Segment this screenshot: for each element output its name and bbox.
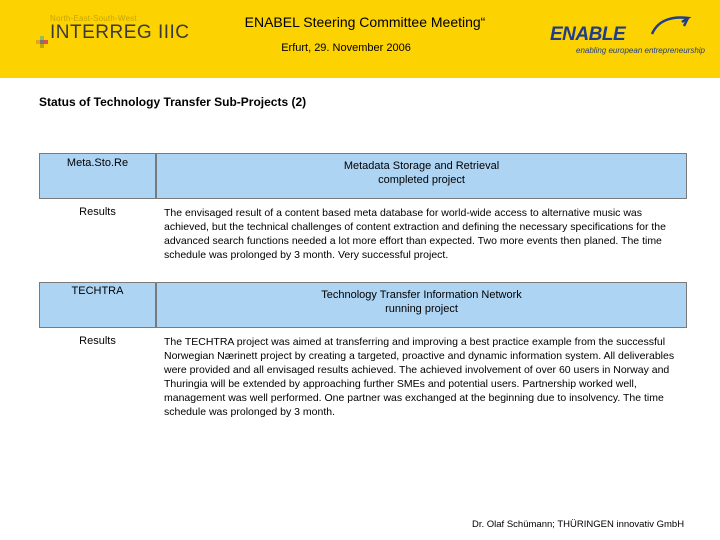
project-title-cell [156,153,687,199]
interreg-logo [34,14,190,44]
enable-logo [550,14,720,70]
project-status: completed project [378,174,465,186]
title-block [200,14,530,54]
meeting-title: ENABEL Steering Committee Meeting“ [244,14,486,30]
project-title-cell [156,282,687,328]
meeting-date: Erfurt, 29. November 2006 [281,42,411,54]
results-text: The envisaged result of a content based meta database for world-wide access to alternative music was achieved, but the technical challenges of content extraction and defining the necessary specifications for the advanced search functions needed a lot more effort than expected. Two more events then planed. The time schedule was prolonged by 3 month. Very successful project. [164,207,666,261]
interreg-dots-icon [36,36,48,48]
project-title: Metadata Storage and Retrieval [343,160,500,172]
project-status: running project [385,303,458,315]
enable-name: ENABLE [550,24,626,45]
table-row [39,153,687,199]
enable-swoosh-icon [648,14,692,38]
table-row [39,333,687,443]
project-title: Technology Transfer Information Network [321,289,522,301]
footer-credit: Dr. Olaf Schümann; THÜRINGEN innovativ GmbH [472,519,685,530]
header-banner [0,0,720,78]
results-label: Results [79,335,116,347]
interreg-name: INTERREG IIIC [50,22,190,43]
results-text: The TECHTRA project was aimed at transferring and improving a best practice example from the successful Norwegian Nærinett project by creating a targeted, proactive and dynamic information system. All deliverables were provided and all envisaged results achieved. The achieved involvement of over 60 users in Norway and Thuringia will be extended by approaching further SMEs and potential users. Partnership worked well, management was well performed. One partner was exchanged at the beginning due to insolvency. The time schedule was prolonged by 3 month. [164,336,675,418]
project-name: Meta.Sto.Re [66,157,129,169]
enable-slogan: enabling european entrepreneurship [576,46,705,55]
results-label: Results [79,206,116,218]
table-row [39,203,687,283]
interreg-tagline: North-East-South-West [50,14,137,23]
table-row [39,282,687,328]
project-name: TECHTRA [71,285,124,297]
page-title: Status of Technology Transfer Sub-Projects (2) [39,95,307,109]
